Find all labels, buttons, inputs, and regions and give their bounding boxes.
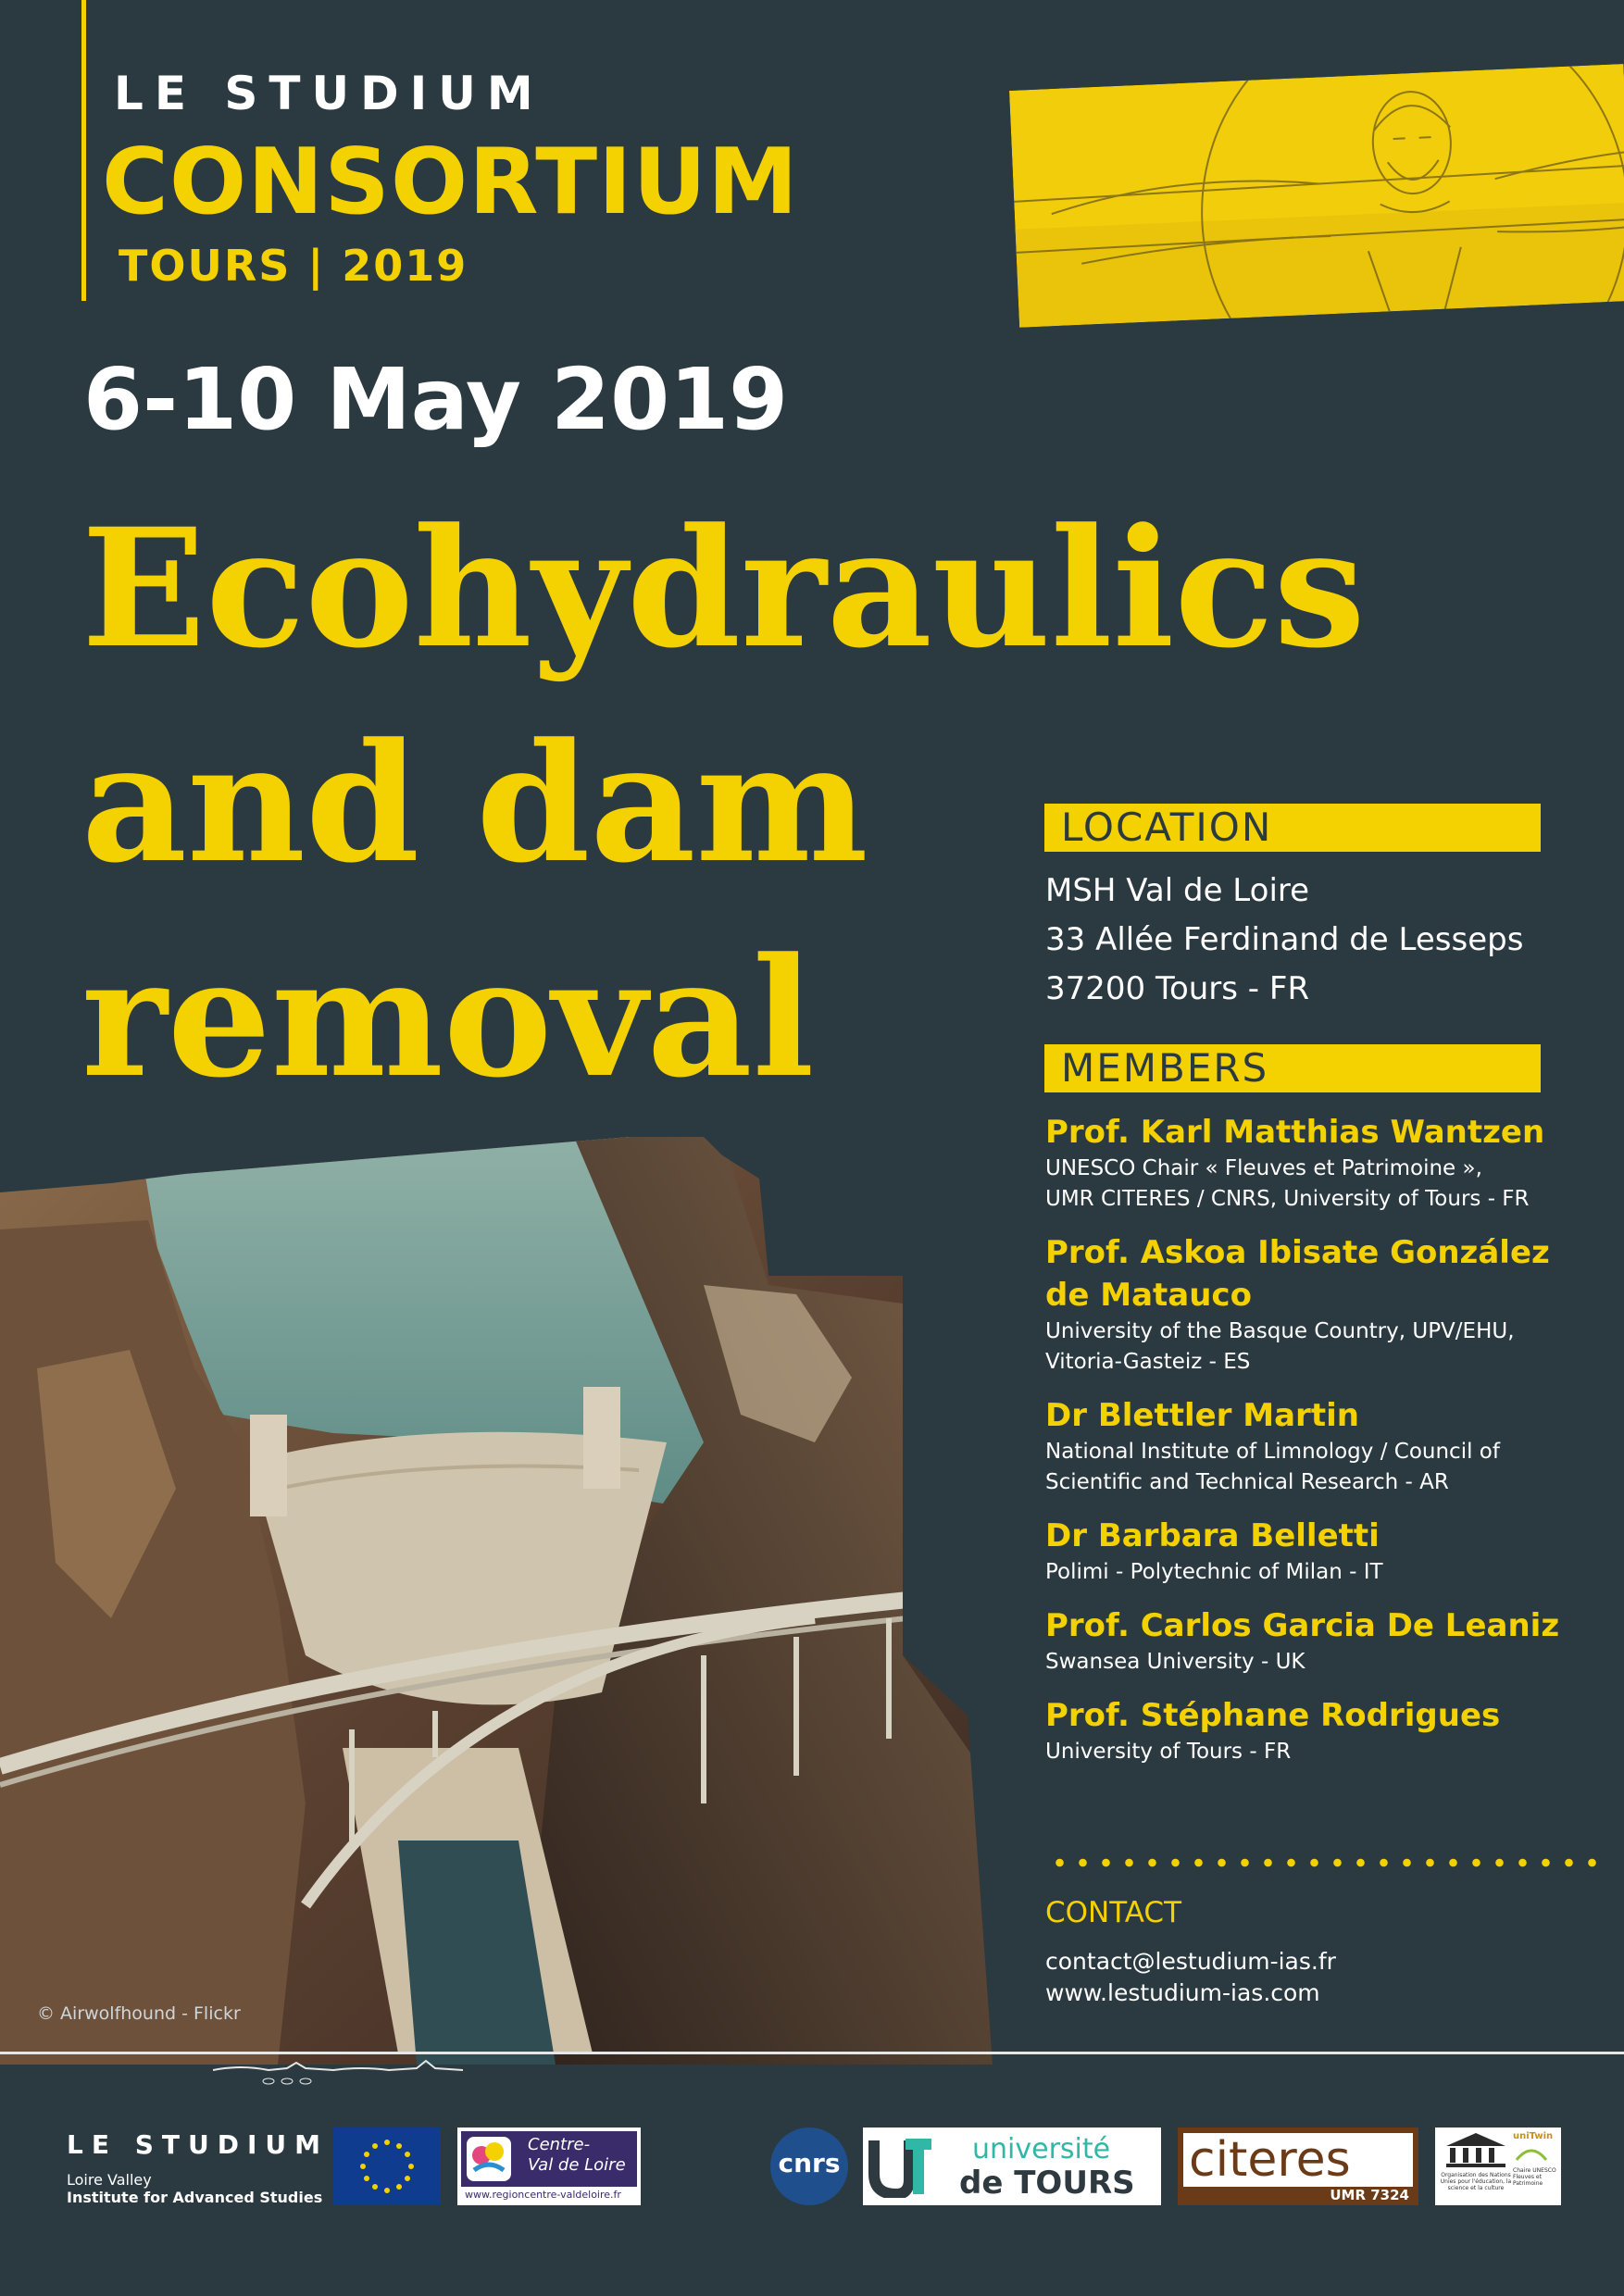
member-name: Prof. Stéphane Rodrigues (1045, 1697, 1501, 1734)
member-affiliation: UNESCO Chair « Fleuves et Patrimoine », (1045, 1156, 1482, 1180)
contact-heading: CONTACT (1045, 1896, 1182, 1929)
universite-de-tours-logo (863, 2128, 1161, 2205)
unesco-text: Organisation des Nations Unies pour l'éducation, la science et la culture (1440, 2172, 1512, 2191)
contact-details (1045, 1946, 1336, 2009)
loire-skyline-sketch (213, 2059, 463, 2090)
member-item (1045, 1694, 1564, 1767)
region-url: www.regioncentre-valdeloire.fr (465, 2189, 621, 2201)
member-name: Prof. Karl Matthias Wantzen (1045, 1114, 1545, 1151)
brand-tours-year: TOURS | 2019 (119, 241, 468, 291)
cnrs-logo (770, 2128, 848, 2205)
title-line-2: and dam (81, 707, 868, 899)
member-item (1045, 1515, 1564, 1588)
event-dates: 6-10 May 2019 (83, 350, 789, 449)
photo-credit: © Airwolfhound - Flickr (37, 2003, 241, 2024)
unesco-temple-icon (1439, 2131, 1513, 2202)
footer-le-studium-logo: LE STUDIUM (67, 2129, 329, 2160)
member-affiliation: Swansea University - UK (1045, 1650, 1305, 1674)
member-item (1045, 1231, 1564, 1378)
member-name: Dr Blettler Martin (1045, 1397, 1359, 1434)
member-affiliation: Scientific and Technical Research - AR (1045, 1470, 1449, 1494)
member-affiliation: UMR CITERES / CNRS, University of Tours - FR (1045, 1187, 1530, 1211)
member-name: Dr Barbara Belletti (1045, 1517, 1380, 1554)
ut-label-line1: université (972, 2133, 1111, 2165)
member-name: Prof. Askoa Ibisate González (1045, 1234, 1550, 1271)
footer-subtitle-line: Institute for Advanced Studies (67, 2189, 323, 2206)
ut-label-line2: de TOURS (959, 2165, 1135, 2202)
region-label-line: Val de Loire (528, 2155, 626, 2175)
contact-website-link[interactable]: www.lestudium-ias.com (1045, 1979, 1320, 2006)
member-affiliation: University of Tours - FR (1045, 1740, 1292, 1764)
header-accent-bar (81, 0, 86, 301)
member-affiliation: Vitoria-Gasteiz - ES (1045, 1350, 1251, 1374)
region-emblem-icon (467, 2137, 511, 2181)
dam-aerial-photo (0, 1137, 993, 2065)
member-affiliation: Polimi - Polytechnic of Milan - IT (1045, 1560, 1383, 1584)
vitruvian-sketch-banner (1009, 64, 1624, 328)
members-heading: MEMBERS (1044, 1044, 1541, 1092)
footer-subtitle-line: Loire Valley (67, 2171, 152, 2189)
location-line: MSH Val de Loire (1045, 872, 1310, 909)
member-item (1045, 1394, 1564, 1498)
member-item (1045, 1111, 1564, 1215)
unitwin-label: uniTwin (1513, 2131, 1554, 2141)
unesco-chair-logo (1435, 2128, 1561, 2205)
member-item (1045, 1604, 1564, 1678)
region-centre-logo (457, 2128, 641, 2205)
title-line-3: removal (81, 922, 815, 1114)
region-label (528, 2135, 626, 2176)
members-list (1045, 1111, 1564, 1784)
member-name-cont: de Matauco (1045, 1277, 1252, 1314)
dotted-divider (1048, 1857, 1604, 1868)
citeres-umr: UMR 7324 (1330, 2187, 1409, 2203)
location-line: 37200 Tours - FR (1045, 970, 1310, 1007)
location-line: 33 Allée Ferdinand de Lesseps (1045, 921, 1524, 958)
citeres-logo (1178, 2128, 1418, 2205)
ut-monogram-icon (868, 2137, 933, 2198)
footer-le-studium-subtitle (67, 2171, 322, 2206)
unitwin-leaf-icon (1513, 2141, 1550, 2164)
member-affiliation: University of the Basque Country, UPV/EHU, (1045, 1319, 1515, 1343)
citeres-label: citeres (1183, 2133, 1413, 2187)
cnrs-label: cnrs (778, 2148, 841, 2178)
brand-consortium: CONSORTIUM (102, 130, 799, 235)
contact-email-link[interactable]: contact@lestudium-ias.fr (1045, 1948, 1336, 1975)
eu-flag-logo (333, 2128, 441, 2205)
unesco-chair-text: Chaire UNESCO Fleuves et Patrimoine (1513, 2167, 1556, 2187)
location-heading: LOCATION (1044, 804, 1541, 852)
brand-le-studium: LE STUDIUM (114, 67, 544, 120)
footer-divider-line (0, 2052, 1624, 2054)
member-name: Prof. Carlos Garcia De Leaniz (1045, 1607, 1560, 1644)
title-line-1: Ecohydraulics (81, 493, 1366, 684)
unitwin-mark (1513, 2131, 1557, 2202)
member-affiliation: National Institute of Limnology / Council of (1045, 1440, 1500, 1464)
region-label-line: Centre- (528, 2135, 591, 2154)
location-address (1045, 867, 1523, 1014)
